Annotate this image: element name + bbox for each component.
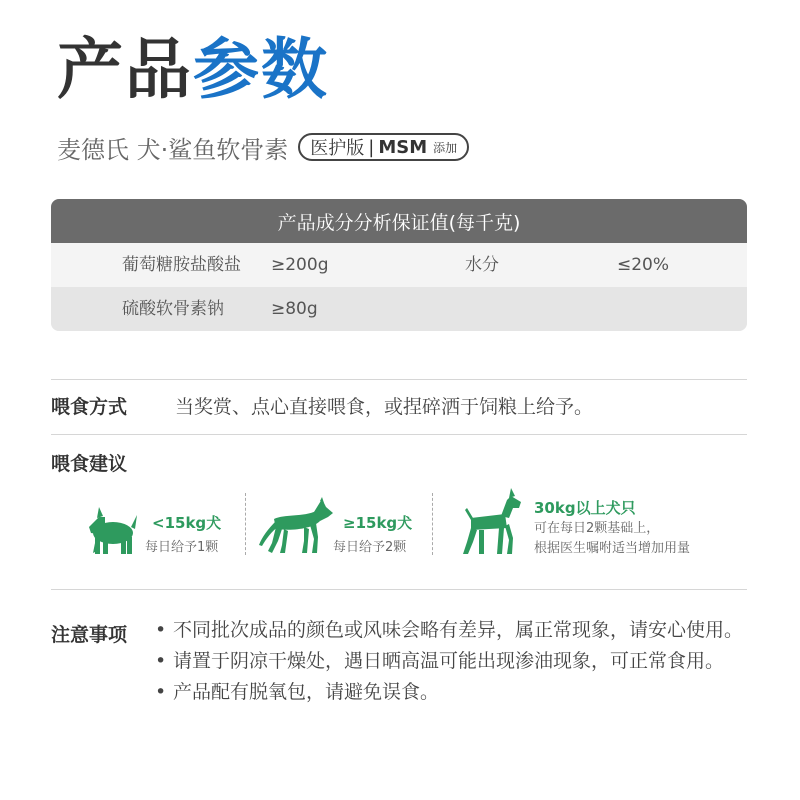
bullet: • xyxy=(155,619,167,641)
dashed-separator xyxy=(432,493,433,555)
product-subtitle xyxy=(57,131,469,163)
badge-msm: MSM xyxy=(378,136,428,158)
dose-title: <15kg犬 xyxy=(152,514,222,532)
dose-note: 每日给予1颗 xyxy=(145,540,219,555)
small-dog-icon xyxy=(83,503,139,555)
table-row xyxy=(51,243,747,287)
ingredient-table xyxy=(51,199,747,331)
divider xyxy=(51,379,747,380)
dose-title: 30kg以上犬只 xyxy=(534,499,636,517)
product-name: 麦德氏 犬·鲨鱼软骨素 xyxy=(57,135,289,164)
ingredient-table-header: 产品成分分析保证值(每千克) xyxy=(51,199,747,243)
feeding-advice-label: 喂食建议 xyxy=(51,453,128,475)
page-title xyxy=(57,30,329,110)
ingredient-value: ≤20% xyxy=(617,255,670,275)
list-item xyxy=(155,617,750,644)
title-part-2: 参数 xyxy=(193,31,329,108)
ingredient-value: ≥80g xyxy=(271,299,318,319)
note-text: 请置于阴凉干燥处，遇日晒高温可能出现渗油现象，可正常食用。 xyxy=(173,650,725,672)
feeding-method-text: 当奖赏、点心直接喂食，或捏碎洒于饲粮上给予。 xyxy=(175,396,594,418)
list-item xyxy=(155,679,750,706)
title-part-1: 产品 xyxy=(57,31,193,108)
note-text: 产品配有脱氧包，请避免误食。 xyxy=(173,681,440,703)
badge-added: 添加 xyxy=(433,140,458,155)
note-text: 不同批次成品的颜色或风味会略有差异，属正常现象，请安心使用。 xyxy=(173,619,744,641)
bullet: • xyxy=(155,650,167,672)
divider xyxy=(51,589,747,590)
shepherd-dog-icon xyxy=(258,497,334,555)
badge-edition: 医护版 xyxy=(310,138,365,159)
divider xyxy=(51,434,747,435)
large-dog-icon xyxy=(457,488,523,556)
ingredient-name: 水分 xyxy=(465,255,499,275)
version-badge xyxy=(298,133,469,161)
ingredient-name: 硫酸软骨素钠 xyxy=(122,299,224,319)
dashed-separator xyxy=(245,493,246,555)
feeding-method-label: 喂食方式 xyxy=(51,396,128,418)
notes-list xyxy=(155,617,750,710)
dose-note: 根据医生嘱咐适当增加用量 xyxy=(534,541,691,556)
badge-separator: | xyxy=(368,136,375,158)
table-row xyxy=(51,287,747,331)
dose-title: ≥15kg犬 xyxy=(343,514,413,532)
ingredient-value: ≥200g xyxy=(271,255,329,275)
dose-note: 可在每日2颗基础上， xyxy=(534,521,660,536)
ingredient-name: 葡萄糖胺盐酸盐 xyxy=(122,255,241,275)
list-item xyxy=(155,648,750,675)
dose-note: 每日给予2颗 xyxy=(333,540,407,555)
bullet: • xyxy=(155,681,167,703)
notes-label: 注意事项 xyxy=(51,624,128,646)
